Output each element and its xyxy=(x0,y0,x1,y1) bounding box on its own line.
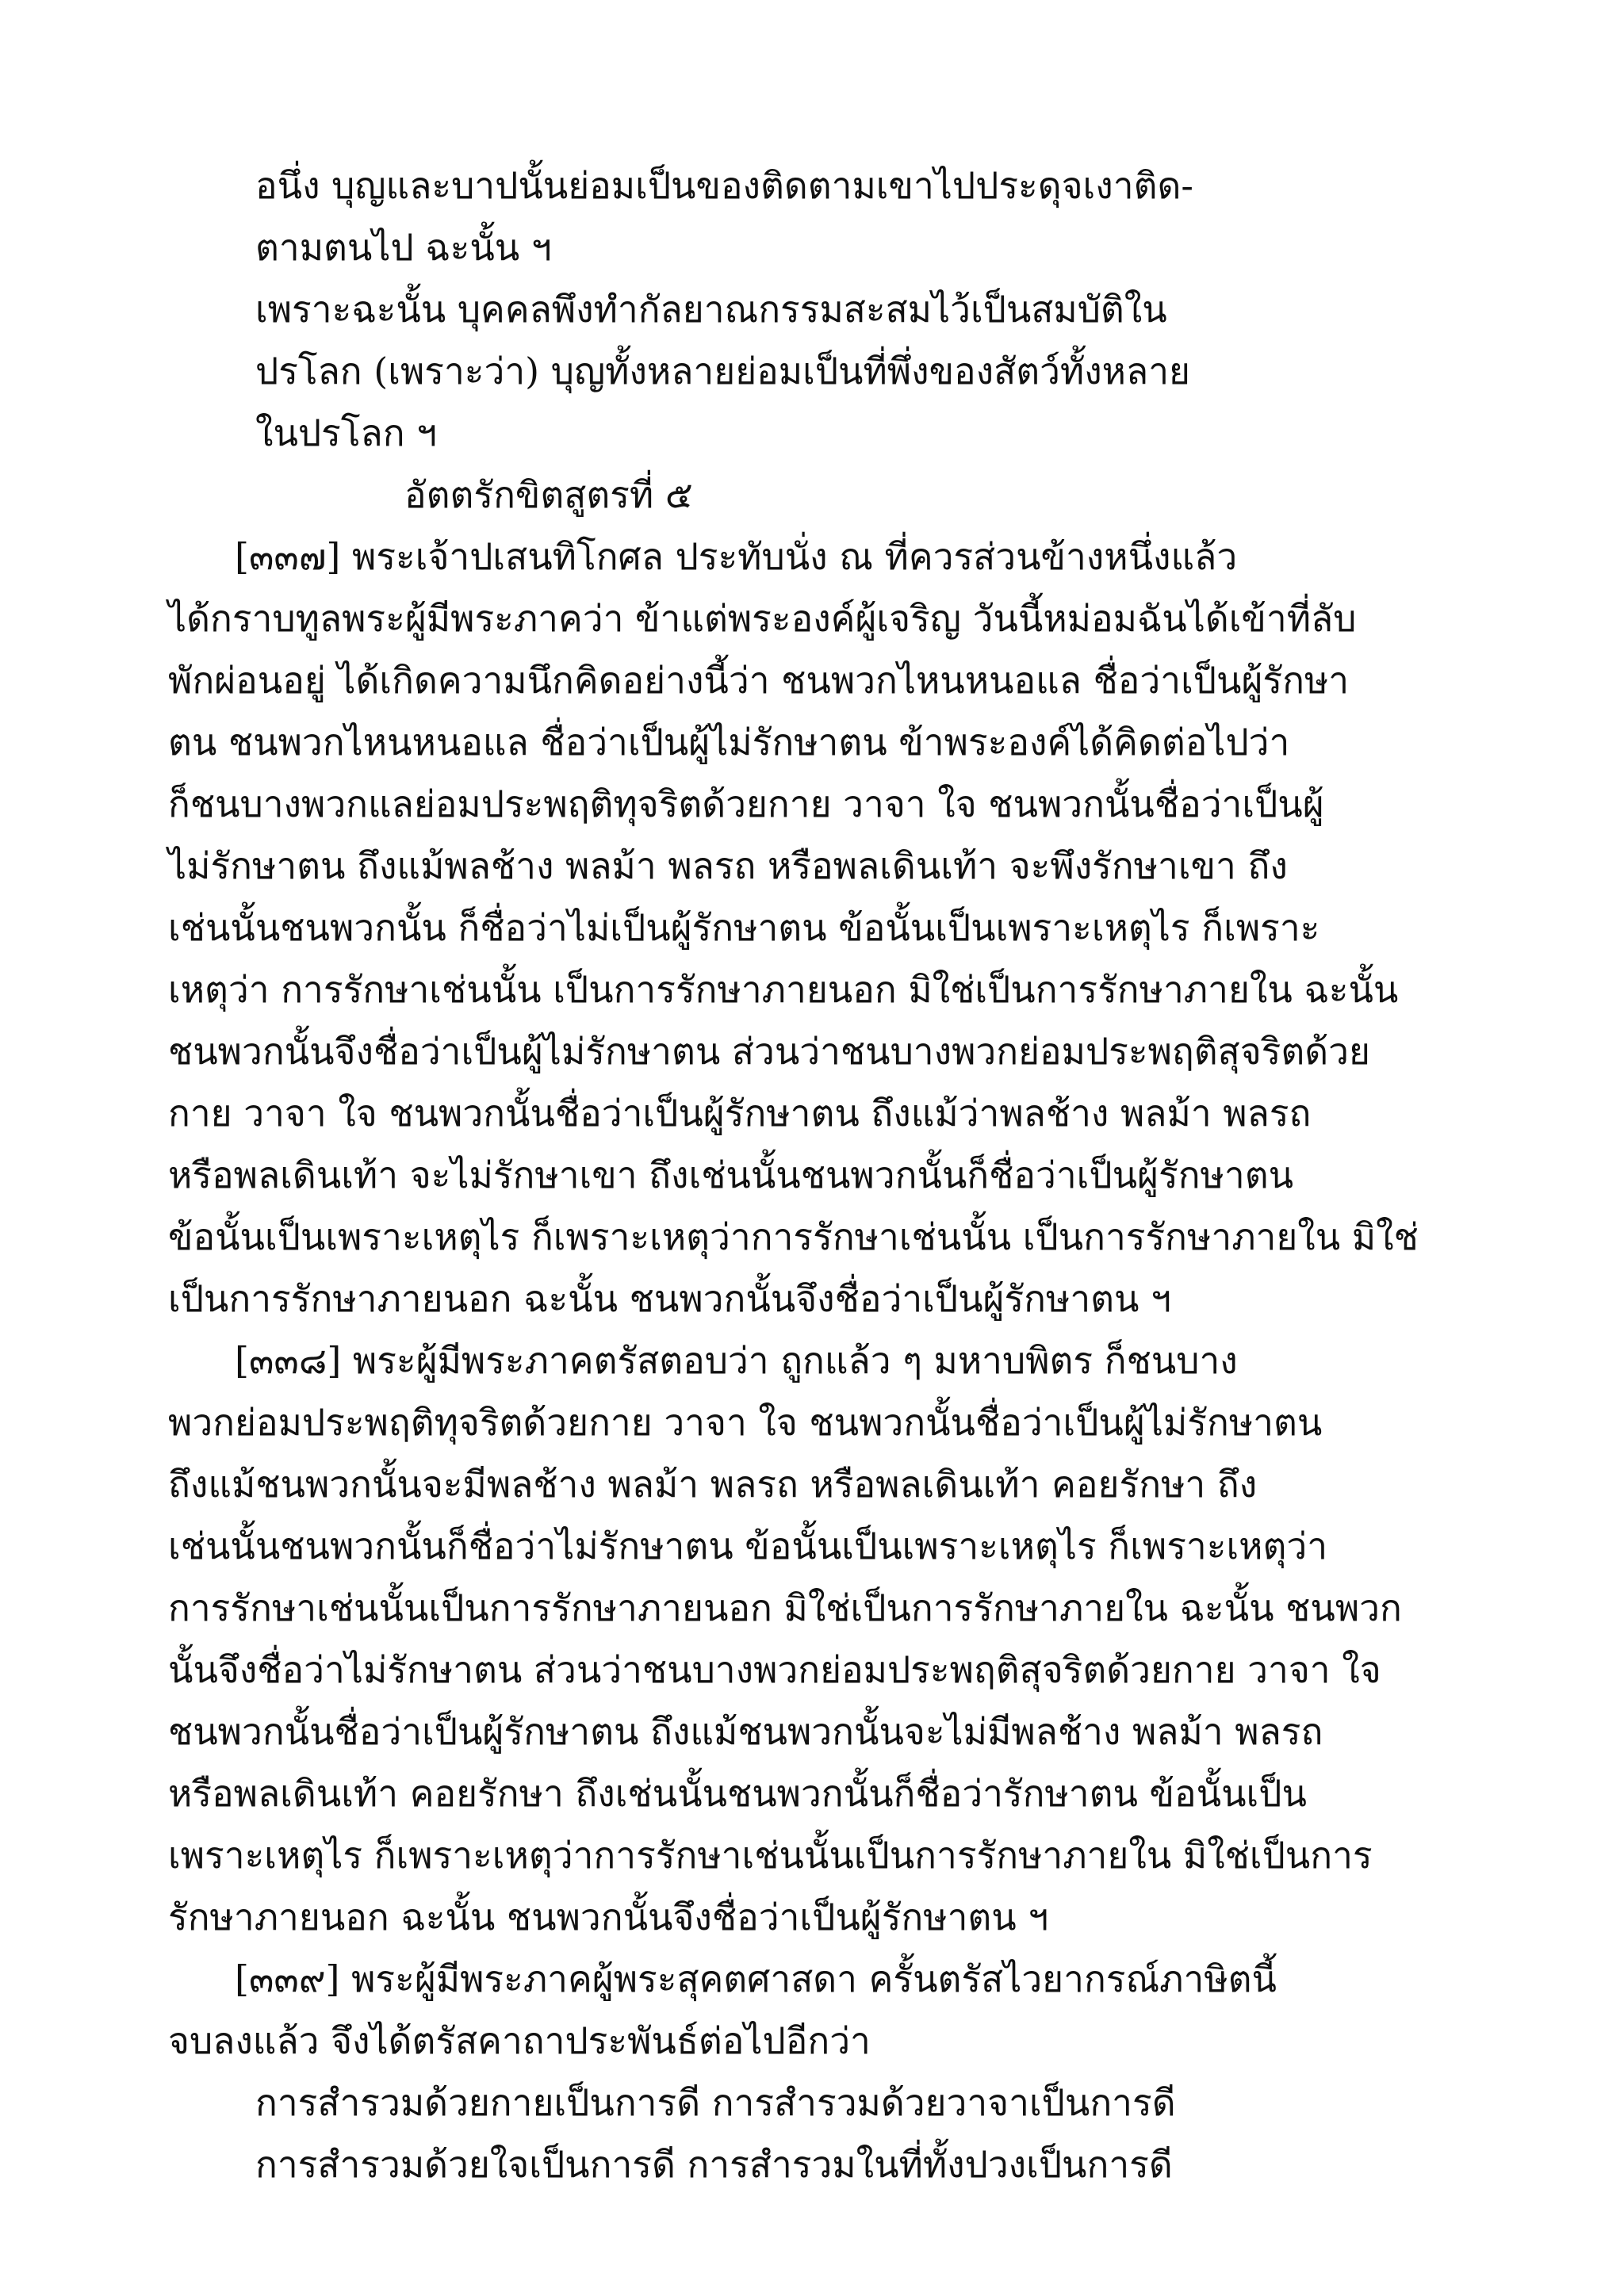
paragraph-338-line: เช่นนั้นชนพวกนั้นก็ชื่อว่าไม่รักษาตน ข้อนั้นเป็นเพราะเหตุไร ก็เพราะเหตุว่า xyxy=(168,1525,1328,1567)
verse-line: การสำรวมด้วยกายเป็นการดี การสำรวมด้วยวาจาเป็นการดี xyxy=(255,2081,1176,2124)
verse-line: เพราะฉะนั้น บุคคลพึงทำกัลยาณกรรมสะสมไว้เป็นสมบัติใน xyxy=(255,288,1167,331)
paragraph-338-line: ชนพวกนั้นชื่อว่าเป็นผู้รักษาตน ถึงแม้ชนพวกนั้นจะไม่มีพลช้าง พลม้า พลรถ xyxy=(168,1710,1323,1753)
paragraph-337-line: ก็ชนบางพวกแลย่อมประพฤติทุจริตด้วยกาย วาจา ใจ ชนพวกนั้นชื่อว่าเป็นผู้ xyxy=(168,783,1324,825)
paragraph-337-line: หรือพลเดินเท้า จะไม่รักษาเขา ถึงเช่นนั้นชนพวกนั้นก็ชื่อว่าเป็นผู้รักษาตน xyxy=(168,1154,1294,1196)
paragraph-337-line: กาย วาจา ใจ ชนพวกนั้นชื่อว่าเป็นผู้รักษาตน ถึงแม้ว่าพลช้าง พลม้า พลรถ xyxy=(168,1092,1312,1135)
paragraph-337-line: เหตุว่า การรักษาเช่นนั้น เป็นการรักษาภายนอก มิใช่เป็นการรักษาภายใน ฉะนั้น xyxy=(168,968,1399,1011)
paragraph-339-line: [๓๓๙] พระผู้มีพระภาคผู้พระสุคตศาสดา ครั้นตรัสไวยากรณ์ภาษิตนี้ xyxy=(235,1957,1277,2000)
paragraph-337-line: [๓๓๗] พระเจ้าปเสนทิโกศล ประทับนั่ง ณ ที่ควรส่วนข้างหนึ่งแล้ว xyxy=(235,535,1238,578)
paragraph-337-line: เช่นนั้นชนพวกนั้น ก็ชื่อว่าไม่เป็นผู้รักษาตน ข้อนั้นเป็นเพราะเหตุไร ก็เพราะ xyxy=(168,906,1320,949)
paragraph-338-line: หรือพลเดินเท้า คอยรักษา ถึงเช่นนั้นชนพวกนั้นก็ชื่อว่ารักษาตน ข้อนั้นเป็น xyxy=(168,1772,1307,1815)
paragraph-337-line: ชนพวกนั้นจึงชื่อว่าเป็นผู้ไม่รักษาตน ส่วนว่าชนบางพวกย่อมประพฤติสุจริตด้วย xyxy=(168,1030,1370,1073)
paragraph-337-line: พักผ่อนอยู่ ได้เกิดความนึกคิดอย่างนี้ว่า ชนพวกไหนหนอแล ชื่อว่าเป็นผู้รักษา xyxy=(168,659,1350,702)
verse-line: การสำรวมด้วยใจเป็นการดี การสำรวมในที่ทั้งปวงเป็นการดี xyxy=(255,2143,1173,2186)
verse-line: ตามตนไป ฉะนั้น ฯ xyxy=(255,226,552,269)
paragraph-338-line: รักษาภายนอก ฉะนั้น ชนพวกนั้นจึงชื่อว่าเป็นผู้รักษาตน ฯ xyxy=(168,1896,1049,1938)
verse-line: อนึ่ง บุญและบาปนั้นย่อมเป็นของติดตามเขาไปประดุจเงาติด- xyxy=(255,164,1193,207)
paragraph-338-line: [๓๓๘] พระผู้มีพระภาคตรัสตอบว่า ถูกแล้ว ๆ มหาบพิตร ก็ชนบาง xyxy=(235,1339,1238,1382)
paragraph-337-line: เป็นการรักษาภายนอก ฉะนั้น ชนพวกนั้นจึงชื่อว่าเป็นผู้รักษาตน ฯ xyxy=(168,1277,1171,1320)
paragraph-338-line: ถึงแม้ชนพวกนั้นจะมีพลช้าง พลม้า พลรถ หรือพลเดินเท้า คอยรักษา ถึง xyxy=(168,1463,1258,1506)
paragraph-338-line: การรักษาเช่นนั้นเป็นการรักษาภายนอก มิใช่เป็นการรักษาภายใน ฉะนั้น ชนพวก xyxy=(168,1586,1402,1629)
paragraph-337-line: ได้กราบทูลพระผู้มีพระภาคว่า ข้าแต่พระองค์ผู้เจริญ วันนี้หม่อมฉันได้เข้าที่ลับ xyxy=(168,597,1357,640)
sutta-title: อัตตรักขิตสูตรที่ ๕ xyxy=(404,473,693,516)
paragraph-337-line: ไม่รักษาตน ถึงแม้พลช้าง พลม้า พลรถ หรือพลเดินเท้า จะพึงรักษาเขา ถึง xyxy=(168,844,1288,887)
paragraph-338-line: นั้นจึงชื่อว่าไม่รักษาตน ส่วนว่าชนบางพวกย่อมประพฤติสุจริตด้วยกาย วาจา ใจ xyxy=(168,1648,1381,1691)
paragraph-338-line: เพราะเหตุไร ก็เพราะเหตุว่าการรักษาเช่นนั้นเป็นการรักษาภายใน มิใช่เป็นการ xyxy=(168,1834,1373,1877)
verse-line: ในปรโลก ฯ xyxy=(255,411,438,454)
paragraph-339-line: จบลงแล้ว จึงได้ตรัสคาถาประพันธ์ต่อไปอีกว่า xyxy=(168,2019,871,2062)
verse-line: ปรโลก (เพราะว่า) บุญทั้งหลายย่อมเป็นที่พึ่งของสัตว์ทั้งหลาย xyxy=(255,350,1190,392)
paragraph-337-line: ตน ชนพวกไหนหนอแล ชื่อว่าเป็นผู้ไม่รักษาตน ข้าพระองค์ได้คิดต่อไปว่า xyxy=(168,721,1290,763)
paragraph-337-line: ข้อนั้นเป็นเพราะเหตุไร ก็เพราะเหตุว่าการรักษาเช่นนั้น เป็นการรักษาภายใน มิใช่ xyxy=(168,1215,1419,1258)
paragraph-338-line: พวกย่อมประพฤติทุจริตด้วยกาย วาจา ใจ ชนพวกนั้นชื่อว่าเป็นผู้ไม่รักษาตน xyxy=(168,1401,1323,1444)
